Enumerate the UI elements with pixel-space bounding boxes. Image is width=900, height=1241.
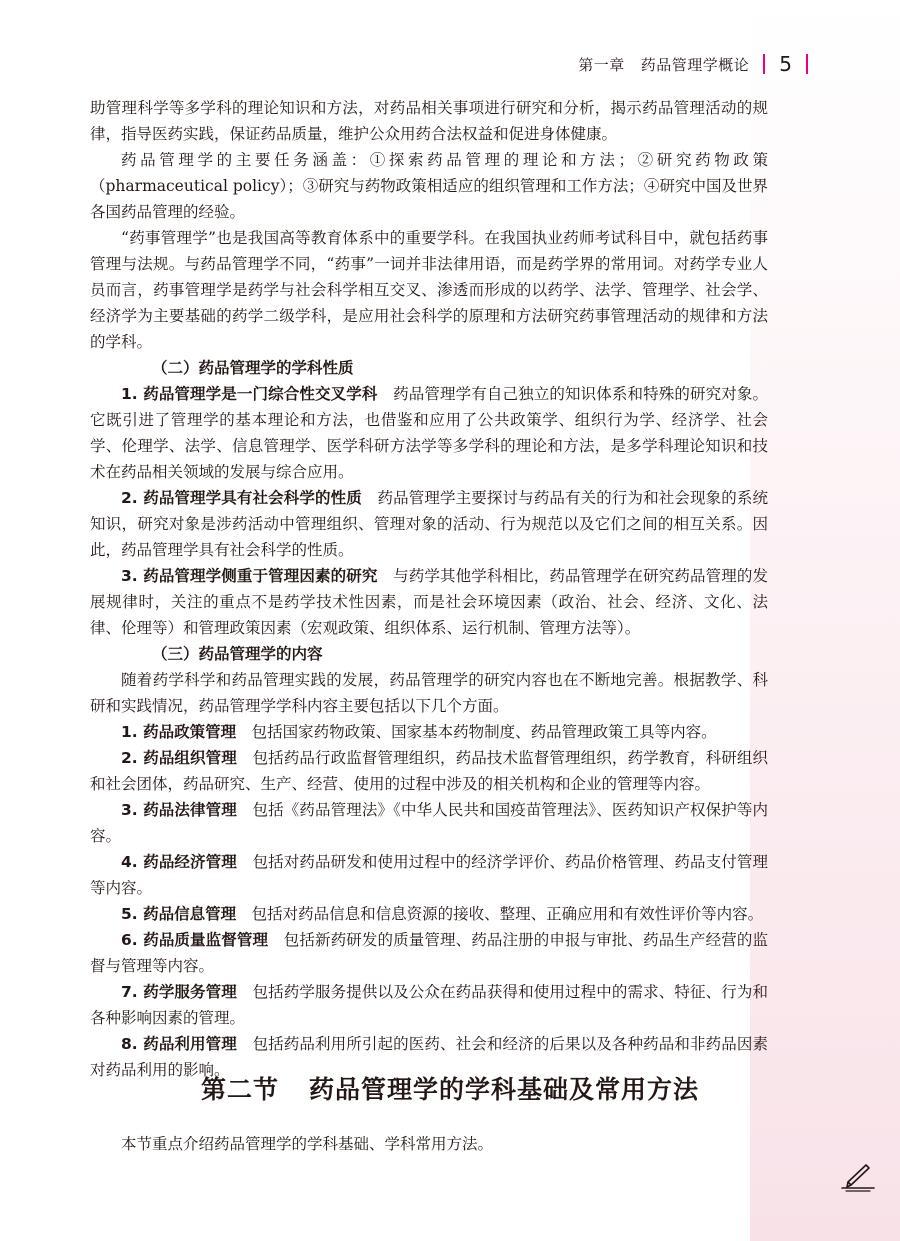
item-term: 8. 药品利用管理 (121, 1035, 237, 1053)
item-term: 4. 药品经济管理 (121, 853, 237, 871)
body-paragraph: 药品管理学的主要任务涵盖：①探索药品管理的理论和方法；②研究药物政策（pharmaceutical policy）；③研究与药物政策相适应的组织管理和工作方法；④研究中国及世界各国药品管理的经验。 (90, 151, 768, 221)
running-header (578, 52, 822, 76)
item-text: 包括对药品信息和信息资源的接收、整理、正确应用和有效性评价等内容。 (251, 905, 764, 923)
pen-note-icon (838, 1162, 878, 1192)
item-text: 包括国家药物政策、国家基本药物制度、药品管理政策工具等内容。 (251, 723, 717, 741)
item-term: 1. 药品政策管理 (121, 723, 237, 741)
item-text: 包括新药研发的质量管理、药品注册的申报与审批、药品生产经营的监督与管理等内容。 (90, 931, 768, 975)
item-text: 药品管理学主要探讨与药品有关的行为和社会现象的系统知识，研究对象是涉药活动中管理组织、管理对象的活动、行为规范以及它们之间的相互关系。因此，药品管理学具有社会科学的性质。 (90, 489, 768, 559)
item-term: 2. 药品管理学具有社会科学的性质 (121, 489, 362, 507)
numbered-item (90, 563, 768, 641)
numbered-item (90, 901, 768, 927)
numbered-item (90, 927, 768, 979)
chapter-title: 药品管理学概论 (640, 55, 750, 74)
section-intro: 本节重点介绍药品管理学的学科基础、学科常用方法。 (121, 1135, 494, 1153)
numbered-item (90, 485, 768, 563)
item-term: 5. 药品信息管理 (121, 905, 237, 923)
item-text: 包括药品利用所引起的医药、社会和经济的后果以及各种药品和非药品因素对药品利用的影响。 (90, 1035, 768, 1079)
header-divider-right (806, 54, 808, 74)
item-text: 包括《药品管理法》《中华人民共和国疫苗管理法》、医药知识产权保护等内容。 (90, 801, 768, 845)
item-term: 3. 药品管理学侧重于管理因素的研究 (121, 567, 378, 585)
item-text: 与药学其他学科相比，药品管理学在研究药品管理的发展规律时，关注的重点不是药学技术性因素，而是社会环境因素（政治、社会、经济、文化、法律、伦理等）和管理政策因素（宏观政策、组织体系、运行机制、管理方法等）。 (90, 567, 768, 637)
item-term: 6. 药品质量监督管理 (121, 931, 269, 949)
numbered-item (90, 745, 768, 797)
chapter-label: 第一章 (578, 55, 625, 74)
header-divider (763, 54, 765, 74)
item-text: 药品管理学有自己独立的知识体系和特殊的研究对象。它既引进了管理学的基本理论和方法，也借鉴和应用了公共政策学、组织行为学、经济学、社会学、伦理学、法学、信息管理学、医学科研方法学等多学科的理论和方法，是多学科理论知识和技术在药品相关领域的发展与综合应用。 (90, 385, 768, 481)
body-paragraph: “药事管理学”也是我国高等教育体系中的重要学科。在我国执业药师考试科目中，就包括药事管理与法规。与药品管理学不同，“药事”一词并非法律用语，而是药学界的常用词。对药学专业人员而言，药事管理学是药学与社会科学相互交叉、渗透而形成的以药学、法学、管理学、社会学、经济学为主要基础的药学二级学科，是应用社会科学的原理和方法研究药事管理活动的规律和方法的学科。 (90, 229, 768, 351)
side-decor-band (750, 0, 900, 1241)
main-text (90, 95, 768, 1083)
numbered-item (90, 849, 768, 901)
subsection-heading: （三）药品管理学的内容 (152, 645, 323, 663)
subsection-heading: （二）药品管理学的学科性质 (152, 359, 354, 377)
numbered-item (90, 979, 768, 1031)
numbered-item (90, 719, 768, 745)
item-text: 包括药品行政监督管理组织，药品技术监督管理组织，药学教育，科研组织和社会团体，药品研究、生产、经营、使用的过程中涉及的相关机构和企业的管理等内容。 (90, 749, 768, 793)
page-number: 5 (779, 52, 792, 76)
numbered-item (90, 797, 768, 849)
item-text: 包括对药品研发和使用过程中的经济学评价、药品价格管理、药品支付管理等内容。 (90, 853, 768, 897)
item-term: 1. 药品管理学是一门综合性交叉学科 (121, 385, 378, 403)
body-paragraph: 随着药学科学和药品管理实践的发展，药品管理学的研究内容也在不断地完善。根据教学、科研和实践情况，药品管理学学科内容主要包括以下几个方面。 (90, 671, 768, 715)
item-term: 3. 药品法律管理 (121, 801, 237, 819)
section-number: 第二节 (200, 1075, 279, 1104)
section-heading (0, 1070, 900, 1106)
item-term: 2. 药品组织管理 (121, 749, 237, 767)
numbered-item (90, 381, 768, 485)
body-paragraph: 助管理科学等多学科的理论知识和方法，对药品相关事项进行研究和分析，揭示药品管理活动的规律，指导医药实践，保证药品质量，维护公众用药合法权益和促进身体健康。 (90, 99, 768, 143)
item-term: 7. 药学服务管理 (121, 983, 237, 1001)
item-text: 包括药学服务提供以及公众在药品获得和使用过程中的需求、特征、行为和各种影响因素的管理。 (90, 983, 768, 1027)
section-title-text: 药品管理学的学科基础及常用方法 (309, 1075, 700, 1104)
